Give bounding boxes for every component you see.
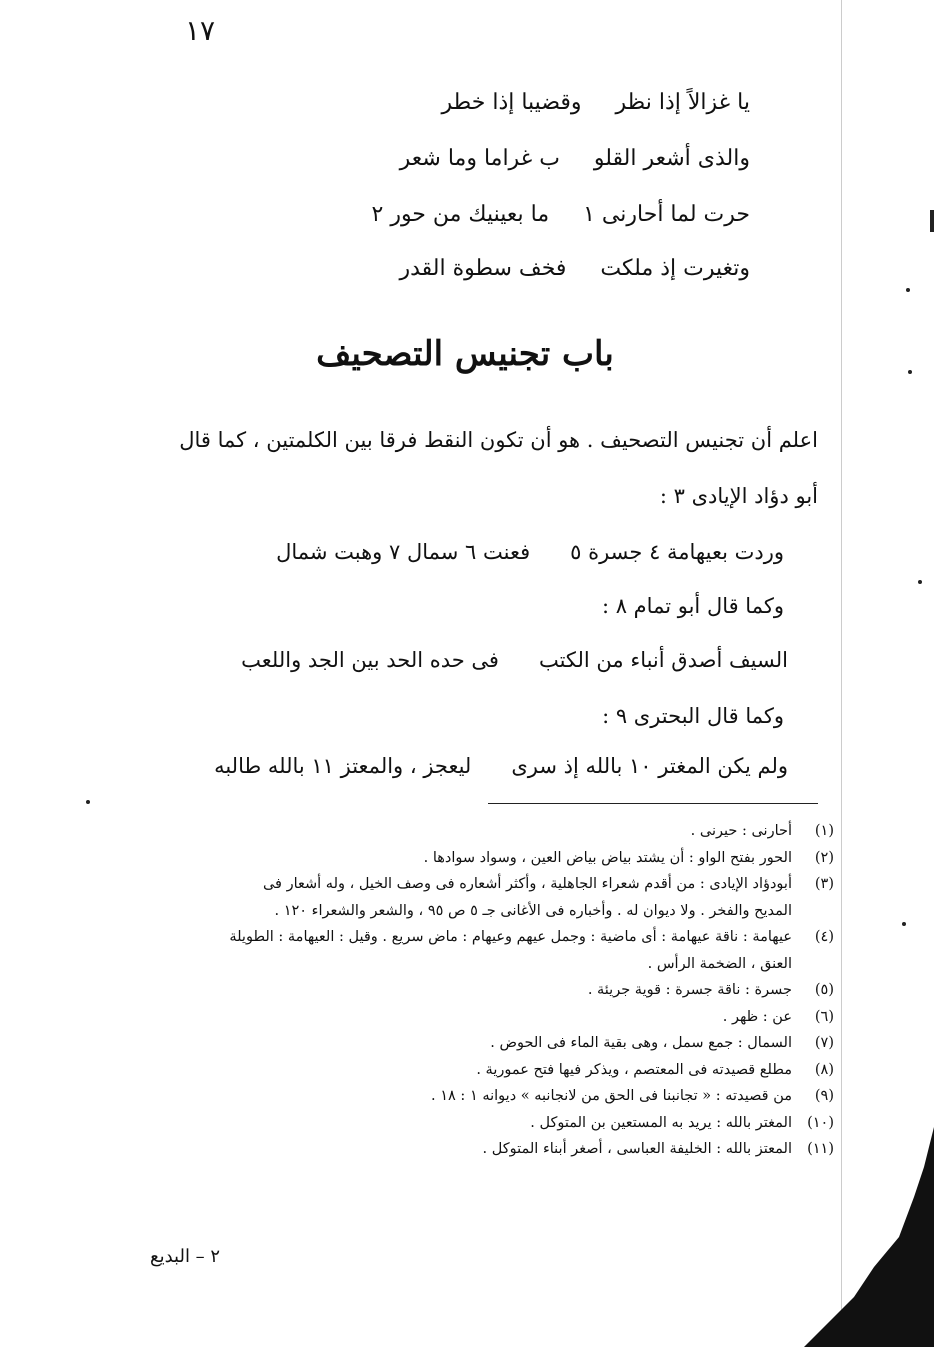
footnote-text: [104, 871, 792, 924]
verse-line: [241, 648, 788, 672]
footnote-text: [104, 1030, 792, 1057]
footnote-item: [104, 845, 834, 872]
footnote-text: [104, 1136, 792, 1163]
poem-hemistich: ب غراما وما شعر: [399, 146, 560, 171]
poem-line: [400, 146, 750, 171]
footnote-number: (١٠): [807, 1114, 834, 1131]
footnote-item: [104, 1136, 834, 1163]
footnote-number: (٢): [814, 849, 834, 866]
footnote-number: (٥): [814, 982, 834, 998]
page-number: ١٧: [184, 14, 216, 47]
footnote-item: [104, 1004, 834, 1031]
poem-hemistich: يا غزالاً إذا نظر: [615, 90, 750, 115]
verse-hemistich: ولم يكن المغتر ١٠ بالله إذ سرى: [511, 754, 788, 778]
margin-dot: [86, 800, 90, 804]
footnote-line: المديح والفخر . ولا ديوان له . وأخباره فى الأغانى جـ ٥ ص ٩٥ ، والشعر والشعراء ١٢٠ .: [274, 902, 792, 919]
margin-dot: [918, 580, 922, 584]
footnote-item: [104, 1057, 834, 1084]
footnote-number: (٦): [814, 1008, 834, 1025]
intro-paragraph-line: اعلم أن تجنيس التصحيف . هو أن تكون النقط فرقا بين الكلمتين ، كما قال: [179, 428, 818, 452]
footnote-text: [104, 977, 792, 1004]
margin-dot: [908, 370, 912, 374]
verse-hemistich: فى حده الحد بين الجد واللعب: [241, 648, 499, 672]
footnote-item: [104, 924, 834, 977]
footnote-line: المغتر بالله : يريد به المستعين بن المتوكل .: [530, 1114, 792, 1131]
poem-hemistich: وقضيبا إذا خطر: [441, 90, 582, 115]
verse-line: [214, 754, 788, 778]
verse-hemistich: ليعجز ، والمعتز ١١ بالله طالبه: [214, 754, 472, 778]
footnote-line: المعتز بالله : الخليفة العباسى ، أصغر أبناء المتوكل .: [482, 1141, 792, 1157]
intro-paragraph-line: وكما قال البحترى ٩ :: [602, 704, 784, 728]
footnote-line: من قصيدته : « تجانبنا فى الحق من لانجانبه » ديوانه ١ : ١٨ .: [431, 1088, 792, 1104]
verse-hemistich: السيف أصدق أنباء من الكتب: [538, 648, 788, 672]
footnote-item: [104, 818, 834, 845]
chapter-title: باب تجنيس التصحيف: [316, 334, 614, 374]
footnote-text: [104, 1004, 792, 1031]
footnote-item: [104, 1030, 834, 1057]
poem-hemistich: ما بعينيك من حور ٢: [371, 202, 550, 227]
footnote-number: (١): [814, 823, 834, 839]
verse-hemistich: وردت بعيهامة ٤ جسرة ٥: [570, 540, 784, 564]
footnote-line: العنق ، الضخمة الرأس .: [647, 955, 792, 972]
footnote-number: (٤): [814, 929, 834, 945]
poem-hemistich: والذى أشعر القلو: [593, 146, 750, 171]
intro-paragraph-line: أبو دؤاد الإيادى ٣ :: [659, 484, 818, 508]
footnote-text: [104, 924, 792, 977]
torn-corner-shadow: [804, 1127, 934, 1347]
poem-hemistich: فخف سطوة القدر: [399, 256, 567, 281]
footnote-line: أحارنى : حيرنى .: [690, 823, 792, 839]
footnote-item: [104, 1110, 834, 1137]
footnote-number: (٧): [814, 1035, 834, 1051]
poem-line: [372, 202, 751, 227]
margin-dot: [906, 288, 910, 292]
signature-mark: ٢ – البديع: [150, 1246, 221, 1267]
footnote-text: [104, 818, 792, 845]
footnote-text: [104, 1110, 792, 1137]
poem-line: [442, 90, 750, 115]
footnote-line: الحور بفتح الواو : أن يشتد بياض بياض العين ، وسواد سوادها .: [423, 849, 792, 866]
margin-mark: [930, 210, 934, 232]
footnote-text: [104, 845, 792, 872]
footnotes: [104, 818, 834, 1163]
footnote-number: (٣): [814, 876, 834, 892]
footnote-item: [104, 1083, 834, 1110]
footnote-item: [104, 977, 834, 1004]
footnote-number: (٨): [814, 1061, 834, 1078]
footnote-line: جسرة : ناقة جسرة : قوية جريئة .: [587, 982, 792, 998]
footnote-line: عن : ظهر .: [722, 1008, 792, 1025]
footnote-text: [104, 1057, 792, 1084]
poem-hemistich: حرت لما أحارنى ١: [583, 202, 750, 227]
footnote-line: أبودؤاد الإيادى : من أقدم شعراء الجاهلية ، وأكثر أشعاره فى وصف الخيل ، وله أشعار فى: [262, 876, 792, 892]
footnote-line: عيهامة : ناقة عيهامة : أى ماضية : وجمل عيهم وعيهام : ماض سريع . وقيل : العيهامة : الطويلة: [229, 929, 792, 945]
footnote-item: [104, 871, 834, 924]
footnote-line: السمال : جمع سمل ، وهى بقية الماء فى الحوض .: [490, 1035, 792, 1051]
poem-hemistich: وتغيرت إذ ملكت: [600, 256, 750, 281]
footnote-number: (١١): [807, 1141, 834, 1157]
footnote-divider: [488, 803, 818, 804]
intro-paragraph-line: وكما قال أبو تمام ٨ :: [601, 594, 784, 618]
footnote-number: (٩): [814, 1088, 834, 1104]
footnote-line: مطلع قصيدته فى المعتصم ، ويذكر فيها فتح عمورية .: [476, 1061, 792, 1078]
verse-hemistich: فعنت ٦ سمال ٧ وهبت شمال: [276, 540, 531, 564]
footnote-text: [104, 1083, 792, 1110]
margin-dot: [902, 922, 906, 926]
verse-line: [276, 540, 784, 564]
poem-line: [399, 256, 750, 281]
